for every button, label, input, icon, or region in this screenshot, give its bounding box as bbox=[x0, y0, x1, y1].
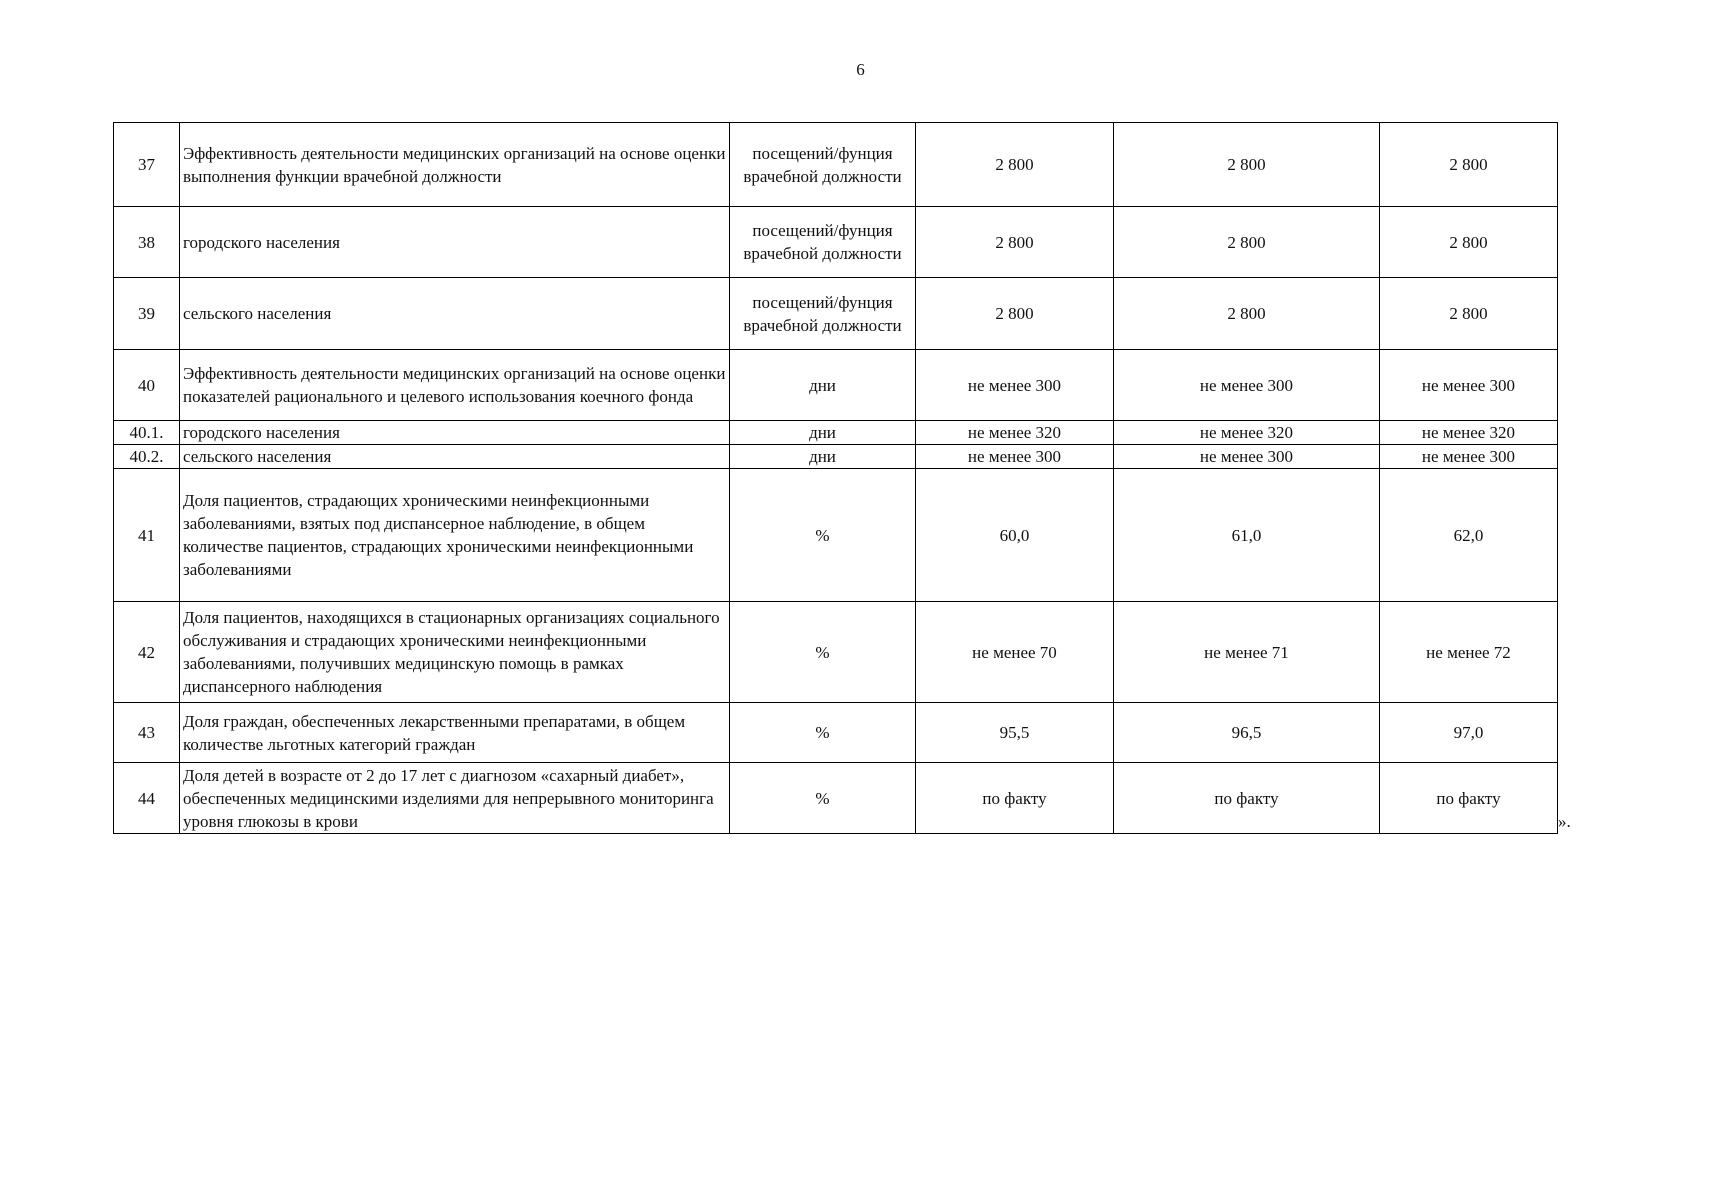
value-year-3: не менее 300 bbox=[1380, 445, 1558, 469]
value-year-2: 61,0 bbox=[1114, 469, 1380, 602]
value-year-2: не менее 300 bbox=[1114, 350, 1380, 421]
value-year-3: 2 800 bbox=[1380, 207, 1558, 278]
value-year-2: не менее 71 bbox=[1114, 602, 1380, 703]
value-year-1: не менее 300 bbox=[916, 445, 1114, 469]
value-year-3: не менее 320 bbox=[1380, 421, 1558, 445]
row-number: 40.1. bbox=[114, 421, 180, 445]
value-year-1: 2 800 bbox=[916, 207, 1114, 278]
table-row bbox=[114, 350, 1558, 421]
table-row bbox=[114, 763, 1558, 834]
unit: % bbox=[730, 763, 916, 834]
unit: дни bbox=[730, 350, 916, 421]
unit: посещений/фунция врачебной должности bbox=[730, 123, 916, 207]
value-year-3: 2 800 bbox=[1380, 123, 1558, 207]
table-row bbox=[114, 445, 1558, 469]
indicator-name: городского населения bbox=[180, 207, 730, 278]
indicator-name: Доля пациентов, страдающих хроническими неинфекционными заболеваниями, взятых под диспансерное наблюдение, в общем количестве пациентов, страдающих хроническими неинфекционными заболеваниями bbox=[180, 469, 730, 602]
indicator-name: Эффективность деятельности медицинских организаций на основе оценки показателей рационального и целевого использования коечного фонда bbox=[180, 350, 730, 421]
table-row bbox=[114, 123, 1558, 207]
value-year-2: по факту bbox=[1114, 763, 1380, 834]
value-year-2: 96,5 bbox=[1114, 703, 1380, 763]
row-number: 41 bbox=[114, 469, 180, 602]
unit: % bbox=[730, 703, 916, 763]
row-number: 40 bbox=[114, 350, 180, 421]
table-row bbox=[114, 602, 1558, 703]
indicator-name: Доля граждан, обеспеченных лекарственными препаратами, в общем количестве льготных категорий граждан bbox=[180, 703, 730, 763]
row-number: 44 bbox=[114, 763, 180, 834]
table-row bbox=[114, 207, 1558, 278]
value-year-1: по факту bbox=[916, 763, 1114, 834]
closing-quote: ». bbox=[1558, 812, 1571, 831]
value-year-2: 2 800 bbox=[1114, 278, 1380, 350]
page-number: 6 bbox=[856, 60, 865, 79]
table-row bbox=[114, 469, 1558, 602]
value-year-2: не менее 320 bbox=[1114, 421, 1380, 445]
value-year-3: не менее 300 bbox=[1380, 350, 1558, 421]
value-year-2: не менее 300 bbox=[1114, 445, 1380, 469]
row-number: 37 bbox=[114, 123, 180, 207]
value-year-1: 60,0 bbox=[916, 469, 1114, 602]
unit: дни bbox=[730, 421, 916, 445]
indicator-name: сельского населения bbox=[180, 278, 730, 350]
indicator-name: городского населения bbox=[180, 421, 730, 445]
row-number: 42 bbox=[114, 602, 180, 703]
value-year-1: не менее 320 bbox=[916, 421, 1114, 445]
value-year-1: не менее 300 bbox=[916, 350, 1114, 421]
table-row bbox=[114, 703, 1558, 763]
indicator-name: Доля пациентов, находящихся в стационарных организациях социального обслуживания и страдающих хроническими неинфекционными заболеваниями, получивших медицинскую помощь в рамках диспансерного наблюдения bbox=[180, 602, 730, 703]
indicators-table-wrap bbox=[113, 122, 1558, 834]
row-number: 40.2. bbox=[114, 445, 180, 469]
value-year-3: 2 800 bbox=[1380, 278, 1558, 350]
table-row bbox=[114, 278, 1558, 350]
indicator-name: Эффективность деятельности медицинских организаций на основе оценки выполнения функции врачебной должности bbox=[180, 123, 730, 207]
indicator-name: Доля детей в возрасте от 2 до 17 лет с диагнозом «сахарный диабет», обеспеченных медицинскими изделиями для непрерывного мониторинга уровня глюкозы в крови bbox=[180, 763, 730, 834]
value-year-2: 2 800 bbox=[1114, 207, 1380, 278]
unit: дни bbox=[730, 445, 916, 469]
value-year-2: 2 800 bbox=[1114, 123, 1380, 207]
table-row bbox=[114, 421, 1558, 445]
unit: посещений/фунция врачебной должности bbox=[730, 207, 916, 278]
unit: посещений/фунция врачебной должности bbox=[730, 278, 916, 350]
value-year-3: 97,0 bbox=[1380, 703, 1558, 763]
unit: % bbox=[730, 469, 916, 602]
row-number: 38 bbox=[114, 207, 180, 278]
value-year-3: по факту bbox=[1380, 763, 1558, 834]
value-year-3: 62,0 bbox=[1380, 469, 1558, 602]
value-year-1: 2 800 bbox=[916, 278, 1114, 350]
value-year-1: 2 800 bbox=[916, 123, 1114, 207]
value-year-1: не менее 70 bbox=[916, 602, 1114, 703]
row-number: 43 bbox=[114, 703, 180, 763]
value-year-1: 95,5 bbox=[916, 703, 1114, 763]
unit: % bbox=[730, 602, 916, 703]
indicators-table bbox=[113, 122, 1558, 834]
indicator-name: сельского населения bbox=[180, 445, 730, 469]
row-number: 39 bbox=[114, 278, 180, 350]
value-year-3: не менее 72 bbox=[1380, 602, 1558, 703]
